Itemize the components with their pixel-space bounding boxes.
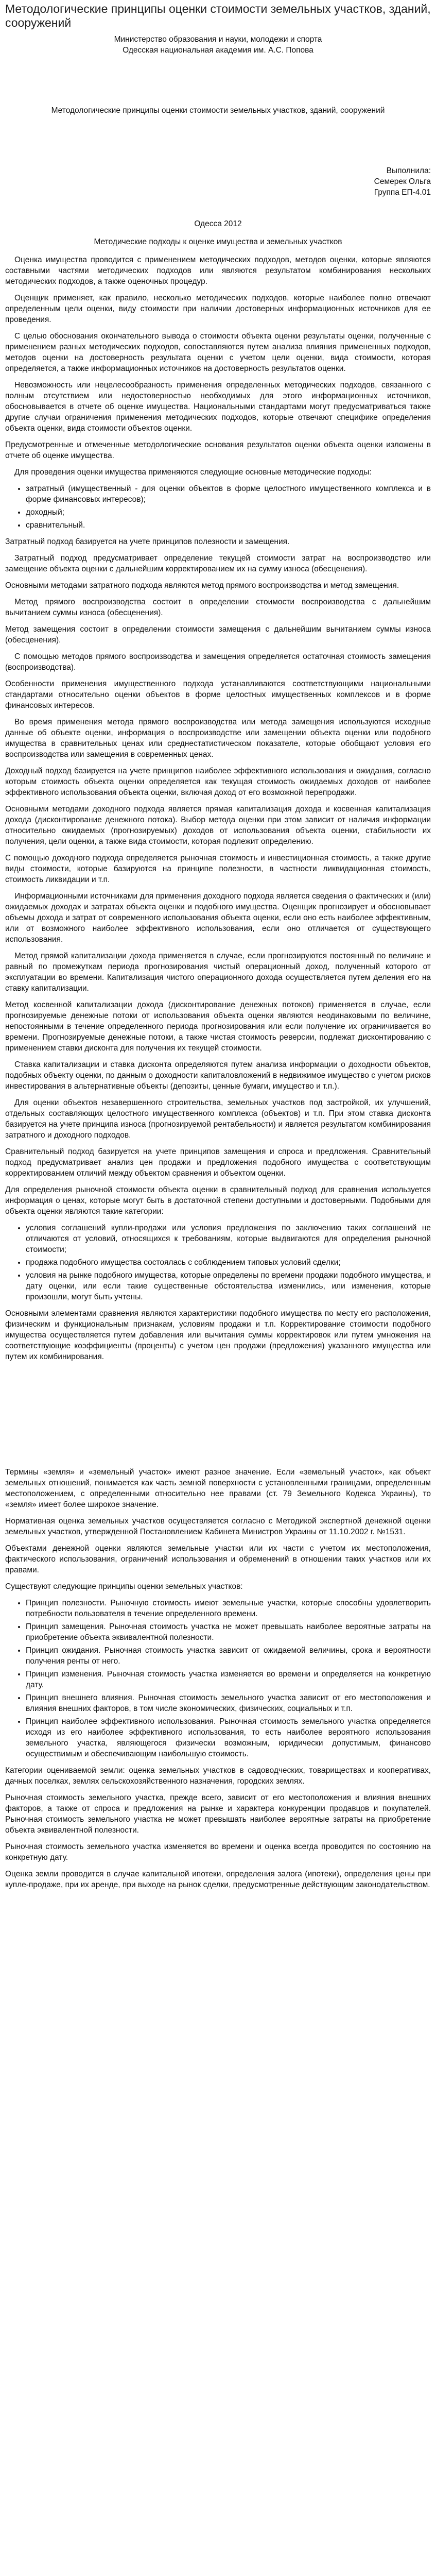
paragraph: Оценка земли проводится в случае капитальной ипотеки, определения залога (ипотеки), определения цены при купле-продаже, при их аренде, при выходе на рынок сделки, предусмотренные действующим законодательством. bbox=[5, 1870, 431, 1889]
list-item: • Принцип полезности. Рыночную стоимость имеют земельные участки, которые способны удовлетворить потребности пользователя в течение определенного времени. bbox=[26, 1598, 431, 1619]
paragraph: Для проведения оценки имущества применяются следующие основные методические подходы: bbox=[14, 468, 372, 477]
paragraph: Затратный подход базируется на учете принципов полезности и замещения. bbox=[5, 537, 290, 546]
city-year: Одесса 2012 bbox=[194, 219, 242, 228]
paragraph: Категории оцениваемой земли: оценка земельных участков в садоводческих, товариществах и кооперативах, дачных поселках, землях сельскохозяйственного назначения, городских землях. bbox=[5, 1766, 431, 1786]
paragraph: Метод прямого воспроизводства состоит в определении стоимости воспроизводства с дальнейшим вычитанием суммы износа (обесценения). bbox=[5, 598, 431, 617]
paragraph: Объектами денежной оценки являются земельные участки или их части с учетом их местоположения, фактического использования, ограничений использования и обременений в отношении таких участков или их правами. bbox=[5, 1544, 431, 1574]
document-title: Методологические принципы оценки стоимости земельных участков, зданий, сооружений bbox=[51, 106, 385, 115]
approaches-list bbox=[5, 483, 431, 531]
list-item: • продажа подобного имущества состоялась с соблюдением типовых условий сделки; bbox=[26, 1257, 431, 1268]
paragraph: Ставка капитализации и ставка дисконта определяются путем анализа информации о доходности объектов, подобных объекту оценки, по данным о доходности капиталовложений в недвижимое имущество с учетом рисков инвестирования в альтернативные объекты (депозиты, ценные бумаги, имущество и т.п.). bbox=[5, 1060, 431, 1091]
paragraph: Нормативная оценка земельных участков осуществляется согласно с Методикой экспертной денежной оценки земельных участков, утвержденной Постановлением Кабинета Министров Украины от 11.10.2002 г. №1531. bbox=[5, 1517, 431, 1536]
list-item: • затратный (имущественный - для оценки объектов в форме целостного имущественного комплекса и в форме финансовых интересов); bbox=[26, 483, 431, 505]
ministry-line: Министерство образования и науки, молодежи и спорта bbox=[114, 35, 322, 44]
paragraph: Невозможность или нецелесообразность применения определенных методических подходов, связанного с полным отсутствием или недостоверностью необходимых для этого информационных источников, обосновывается в отчете об оценке имущества. Национальными стандартами могут предусматриваться также другие случаи ограничения применения методических подходов, которые отвечают специфике определения объекта оценки, вида стоимости объектов оценки. bbox=[5, 381, 431, 433]
paragraph: Метод прямой капитализации дохода применяется в случае, если прогнозируются постоянный по величине и равный по промежуткам периода прогнозирования чистый операционный доход, полученный которого от эксплуатации во времени. Капитализация чистого операционного дохода осуществляется путем деления его на ставку капитализации. bbox=[5, 952, 431, 993]
paragraph: Основными методами затратного подхода являются метод прямого воспроизводства и метод замещения. bbox=[5, 581, 399, 590]
paragraph: Предусмотренные и отмеченные методологические основания результатов оценки объекта оценки изложены в отчете об оценке имущества. bbox=[5, 440, 431, 460]
paragraph: Рыночная стоимость земельного участка изменяется во времени и оценка всегда проводится по состоянию на конкретную дату. bbox=[5, 1842, 431, 1862]
paragraph: Основными методами доходного подхода является прямая капитализация дохода и косвенная капитализация дохода (дисконтирование денежного потока). Выбор метода оценки при этом зависит от наличия информации относительно ожидаемых (прогнозируемых) доходов от использования объекта оценки, стабильности их получения, цели оценки, а также вида стоимости, которая подлежит определению. bbox=[5, 805, 431, 846]
paragraph: Особенности применения имущественного подхода устанавливаются соответствующими национальными стандартами относительно оценки объектов в форме целостных имущественных комплексов и в форме финансовых интересов. bbox=[5, 680, 431, 710]
list-item: • Принцип внешнего влияния. Рыночная стоимость земельного участка зависит от его местоположения и влияния внешних факторов, в том числе экономических, физических, социальных и т.п. bbox=[26, 1692, 431, 1714]
paragraph: Метод замещения состоит в определении стоимости замещения с дальнейшим вычитанием суммы износа (обесценения). bbox=[5, 625, 431, 645]
page-title: Методологические принципы оценки стоимости земельных участков, зданий, сооружений bbox=[5, 2, 431, 29]
document-body bbox=[5, 34, 431, 1890]
paragraph: Для оценки объектов незавершенного строительства, земельных участков под застройкой, их улучшений, отдельных составляющих целостного имущественного комплекса (объектов) и т.п. При этом ставка дисконта базируется на учете принципа износа (прогнозируемой рентабельности) и является результатом комбинирования затратного и доходного подходов. bbox=[5, 1098, 431, 1140]
section-title: Методические подходы к оценке имущества и земельных участков bbox=[94, 238, 342, 246]
paragraph: Оценка имущества проводится с применением методических подходов, методов оценки, которые являются составными частями методических подходов или являются результатом комбинирования нескольких методических подходов, а также оценочных процедур. bbox=[5, 256, 431, 286]
paragraph: С целью обоснования окончательного вывода о стоимости объекта оценки результаты оценки, полученные с применением разных методических подходов, сопоставляются путем анализа влияния примененных подходов, методов оценки на достоверность результата оценки с учетом цели оценки, вида стоимости, которая определяется, а также информационных источников на достоверность результатов оценки. bbox=[5, 332, 431, 373]
paragraph: С помощью доходного подхода определяется рыночная стоимость и инвестиционная стоимость, а также другие виды стоимости, которые базируются на принципе полезности, в частности ликвидационная стоимость, стоимость ликвидации и т.п. bbox=[5, 854, 431, 884]
list-item: • условия на рынке подобного имущества, которые определены по времени продажи подобного имущества, и дату оценки, или если такие существенные обстоятельства изменились, или изменения, которые произошли, могут быть учтены. bbox=[26, 1270, 431, 1302]
land-principles-list bbox=[5, 1598, 431, 1759]
list-item: • Принцип изменения. Рыночная стоимость участка изменяется во времени и определяется на конкретную дату. bbox=[26, 1669, 431, 1690]
list-item: • Принцип ожидания. Рыночная стоимость участка зависит от ожидаемой величины, срока и вероятности получения ренты от него. bbox=[26, 1645, 431, 1667]
academy-line: Одесская национальная академия им. А.С. Попова bbox=[123, 46, 313, 55]
paragraph: Метод косвенной капитализации дохода (дисконтирование денежных потоков) применяется в случае, если прогнозируемые денежные потоки от использования объекта оценки являются неодинаковыми по величине, непостоянными в течение определенного периода прогнозирования или если получение их ограничивается во времени. Прогнозируемые денежные потоки, а также чистая стоимость реверсии, подлежат дисконтированию с применением ставки дисконта для получения их текущей стоимости. bbox=[5, 1001, 431, 1053]
paragraph: Для определения рыночной стоимости объекта оценки в сравнительный подход для сравнения используется информация о ценах, которые могут быть в достаточной степени доступными и достоверными. Подобными для объекта оценки являются такие категории: bbox=[5, 1185, 431, 1216]
paragraph: С помощью методов прямого воспроизводства и замещения определяется остаточная стоимость замещения (воспроизводства). bbox=[5, 652, 431, 672]
author-name: Семерек Ольга bbox=[374, 177, 431, 186]
paragraph: Существуют следующие принципы оценки земельных участков: bbox=[5, 1582, 243, 1591]
categories-list bbox=[5, 1223, 431, 1302]
paragraph: Рыночная стоимость земельного участка, прежде всего, зависит от его местоположения и влияния внешних факторов, а также от спроса и предложения на рынке и характера конкуренции продавцов и покупателей. Рыночная стоимость земельного участка не может превышать наиболее вероятные затраты на приобретение объекта эквивалентной полезности. bbox=[5, 1793, 431, 1835]
paragraph: Доходный подход базируется на учете принципов наиболее эффективного использования и ожидания, согласно которым стоимость объекта оценки определяется как текущая стоимость ожидаемых доходов от наиболее эффективного использования объекта оценки, включая доход от его возможной перепродажи. bbox=[5, 767, 431, 797]
paragraph: Оценщик применяет, как правило, несколько методических подходов, которые наиболее полно отвечают определенным цели оценки, виду стоимости при наличии достоверных информационных источников для ее проведения. bbox=[5, 294, 431, 324]
paragraph: Затратный подход предусматривает определение текущей стоимости затрат на воспроизводство или замещение объекта оценки с дальнейшим корректированием их на сумму износа (обесценения). bbox=[5, 554, 431, 573]
paragraph: Термины «земля» и «земельный участок» имеют разное значение. Если «земельный участок», как объект земельных отношений, понимается как часть земной поверхности с установленными границами, определенным местоположением, с определенными относительно нее правами (ст. 79 Земельного Кодекса Украины), то «земля» имеет более широкое значение. bbox=[5, 1468, 431, 1509]
paragraph: Сравнительный подход базируется на учете принципов замещения и спроса и предложения. Сравнительный подход предусматривает анализ цен продажи и предложения подобного имущества с соответствующим корректированием отличий между объектом сравнения и объектом оценки. bbox=[5, 1147, 431, 1178]
paragraph: Основными элементами сравнения являются характеристики подобного имущества по месту его расположения, физическим и функциональным признакам, условиям продажи и т.п. Корректирование стоимости подобного имущества осуществляется путем добавления или вычитания суммы корректировок или путем умножения на соответствующие коэффициенты (проценты) с учетом цен продажи (предложения) указанного имущества или путем их комбинирования. bbox=[5, 1309, 431, 1361]
list-item: • Принцип замещения. Рыночная стоимость участка не может превышать наиболее вероятные затраты на приобретение объекта эквивалентной полезности. bbox=[26, 1621, 431, 1643]
author-group: Группа ЕП-4.01 bbox=[374, 188, 431, 197]
list-item: • сравнительный. bbox=[26, 520, 431, 531]
list-item: • условия соглашений купли-продажи или условия предложения по заключению таких соглашений не отличаются от условий, относящихся к требованиям, которые выдвигаются для определения рыночной стоимости; bbox=[26, 1223, 431, 1255]
paragraph: Во время применения метода прямого воспроизводства или метода замещения используются исходные данные об объекте оценки, информация о воспроизводстве или замещении объекта оценки или подобного имущества в сравнительных ценах или среднестатистическом показателе, которые обобщают условия его воспроизводства или замещения в современных ценах. bbox=[5, 718, 431, 759]
list-item: • доходный; bbox=[26, 507, 431, 518]
list-item: • Принцип наиболее эффективного использования. Рыночная стоимость земельного участка определяется исходя из его наиболее эффективного использования, то есть наиболее вероятного использования земельного участка, являющегося физически возможным, юридически допустимым, финансово осуществимым и обеспечивающим наибольшую стоимость. bbox=[26, 1716, 431, 1759]
author-label: Выполнила: bbox=[386, 166, 431, 175]
paragraph: Информационными источниками для применения доходного подхода является сведения о фактических и (или) ожидаемых доходах и затратах объекта оценки и подобного имущества. Оценщик прогнозирует и обосновывает объемы дохода и затрат от современного использования объекта оценки, если оно есть наиболее эффективным, или от возможного наиболее эффективного использования, если оно отличается от существующего использования. bbox=[5, 892, 431, 944]
